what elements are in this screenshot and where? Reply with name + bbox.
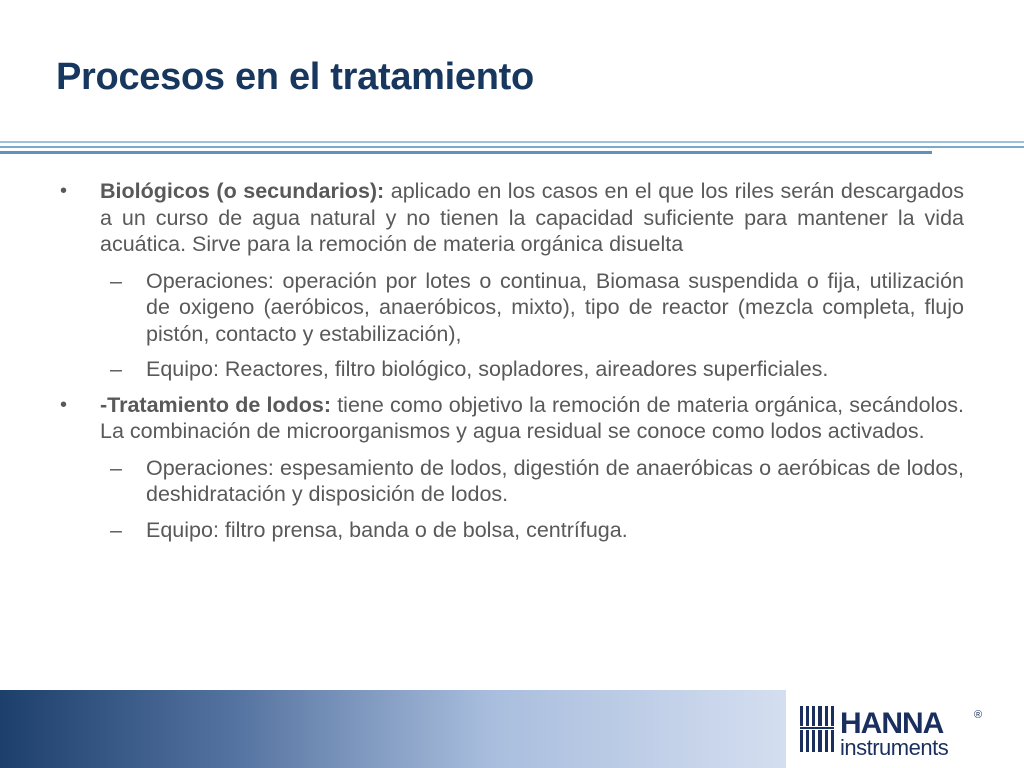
hanna-instruments-logo: [798, 700, 988, 760]
sub-dash: –: [110, 268, 122, 293]
bullet-dot: •: [60, 393, 68, 416]
sub-text: Equipo: filtro prensa, banda o de bolsa, centrífuga.: [146, 517, 628, 542]
header-rule-middle: [0, 146, 1024, 148]
sub-dash: –: [110, 517, 122, 542]
slide-title: Procesos en el tratamiento: [56, 56, 534, 98]
header-rule-bottom: [0, 151, 932, 154]
bullet-text: aplicado en los casos en el que los riles serán descargados a un curso de agua natural y no tienen la capacidad suficiente para mantener la vida acuática. Sirve para la remoción de materia orgánica disuelta: [100, 179, 964, 256]
sub-text: Operaciones: espesamiento de lodos, digestión de anaeróbicas o aeróbicas de lodos, deshidratación y disposición de lodos.: [146, 455, 964, 506]
slide-body: [60, 178, 964, 552]
sub-item-equipo-lodos: [60, 517, 964, 544]
bullet-dot: •: [60, 180, 68, 202]
bullet-lead: -Tratamiento de lodos:: [100, 392, 331, 417]
logo-tagline-text: instruments: [840, 735, 949, 760]
sub-text: Equipo: Reactores, filtro biológico, sopladores, aireadores superficiales.: [146, 357, 829, 381]
bullet-item-biologicos: [60, 178, 964, 258]
hanna-mark-icon: [800, 706, 834, 752]
logo-registered-mark: ®: [974, 709, 983, 721]
sub-item-operaciones-biologicos: [60, 268, 964, 348]
logo-brand-text: HANNA: [840, 707, 944, 740]
bullet-text: tiene como objetivo la remoción de materia orgánica, secándolos. La combinación de microorganismos y agua residual se conoce como lodos activados.: [100, 392, 964, 443]
sub-item-equipo-biologicos: [60, 356, 964, 383]
sub-item-operaciones-lodos: [60, 455, 964, 508]
sub-dash: –: [110, 455, 122, 480]
bullet-item-lodos: [60, 392, 964, 445]
header-rule-top: [0, 141, 1024, 143]
footer-gradient-band: [0, 690, 786, 768]
bullet-lead: Biológicos (o secundarios):: [100, 179, 385, 203]
sub-dash: –: [110, 357, 122, 381]
sub-text: Operaciones: operación por lotes o continua, Biomasa suspendida o fija, utilización de oxigeno (aeróbicos, anaeróbicos, mixto), tipo de reactor (mezcla completa, flujo pistón, contacto y estabilización),: [146, 268, 964, 346]
